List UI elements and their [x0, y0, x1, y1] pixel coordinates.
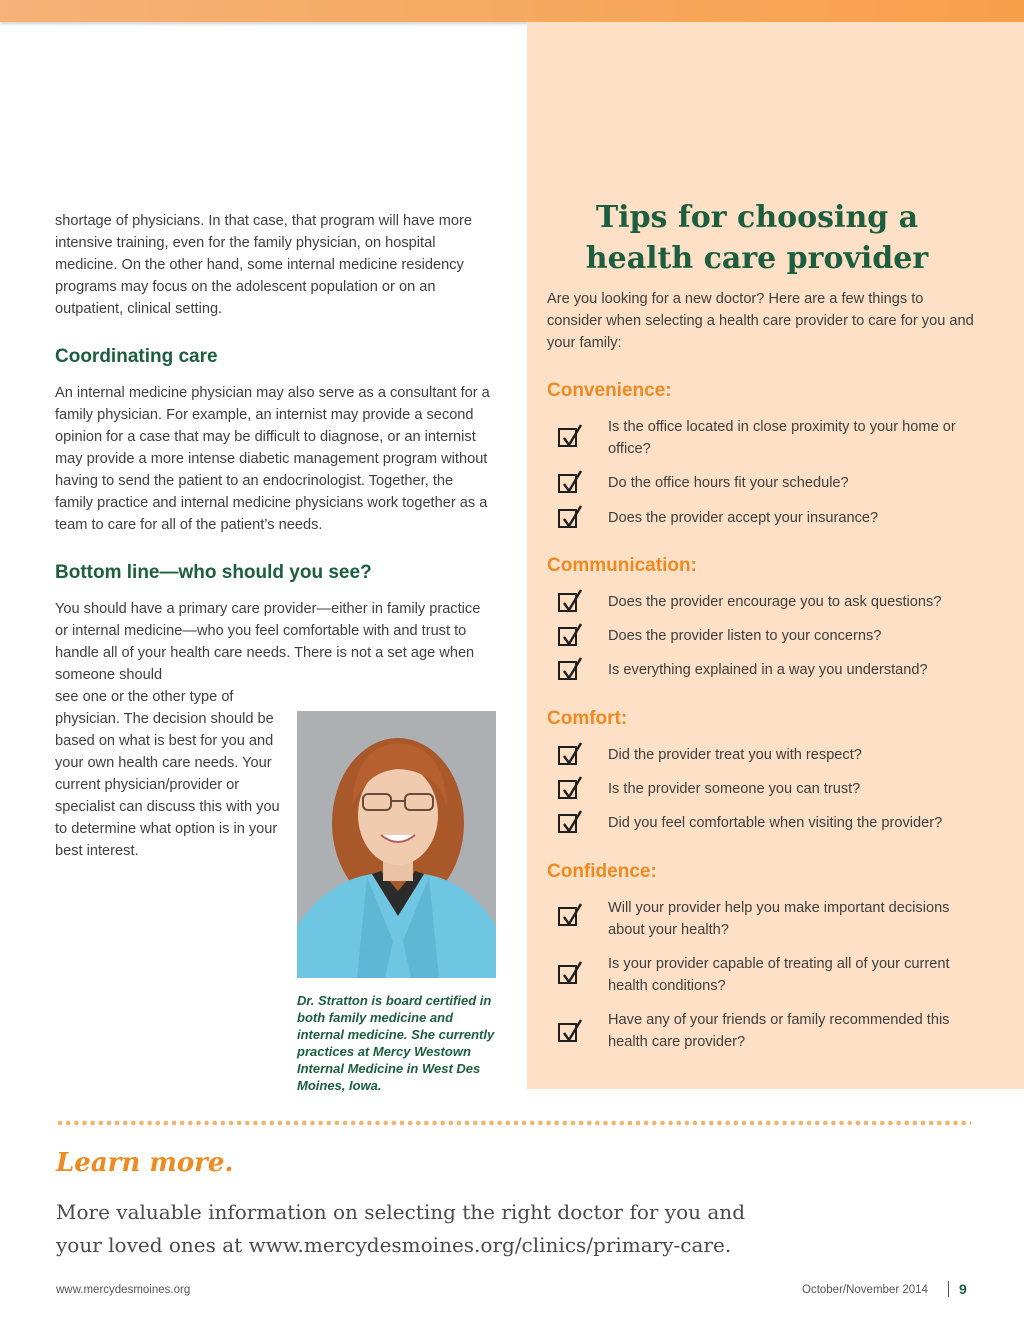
checkbox-checked-icon	[558, 593, 577, 612]
tip-text: Does the provider accept your insurance?	[608, 510, 879, 526]
footer-separator	[948, 1281, 949, 1297]
portrait-illustration	[297, 711, 496, 978]
page-number: 9	[959, 1281, 967, 1297]
checkbox-checked-icon	[558, 627, 577, 646]
checkbox-checked-icon	[558, 907, 577, 926]
coordinating-care-heading: Coordinating care	[55, 346, 218, 367]
learn-more-title: Learn more.	[56, 1148, 234, 1178]
checkbox-checked-icon	[558, 814, 577, 833]
checkbox-checked-icon	[558, 474, 577, 493]
tips-title: Tips for choosing a health care provider	[585, 200, 929, 276]
learn-more-text: More valuable information on selecting the right doctor for you and your loved ones at www.mercydesmoines.org/clinics/primary-care.	[56, 1200, 745, 1257]
comfort-heading: Comfort:	[547, 708, 628, 729]
coordinating-care-paragraph: An internal medicine physician may also serve as a consultant for a family physician. For example, an internist may provide a second opinion for a case that may be difficult to diagnose, or an internist may provide a more intense diabetic management program without having to send the patient to an endocrinologist. Together, the family practice and internal medicine physicians work together as a team to care for all of the patient’s needs.	[55, 385, 490, 533]
dotted-divider	[56, 1120, 971, 1126]
checkbox-checked-icon	[558, 509, 577, 528]
tip-text: Will your provider help you make important decisions about your health?	[608, 900, 950, 938]
checkbox-checked-icon	[558, 661, 577, 680]
tip-text: Did the provider treat you with respect?	[608, 747, 862, 763]
confidence-heading: Confidence:	[547, 861, 657, 882]
tip-text: Is everything explained in a way you understand?	[608, 662, 928, 678]
tip-text: Is your provider capable of treating all of your current health conditions?	[608, 956, 950, 994]
tip-text: Have any of your friends or family recommended this health care provider?	[608, 1012, 950, 1050]
checkbox-checked-icon	[558, 1023, 577, 1042]
top-color-bar	[0, 0, 1024, 22]
tip-text: Do the office hours fit your schedule?	[608, 475, 849, 491]
checkbox-checked-icon	[558, 428, 577, 447]
communication-heading: Communication:	[547, 555, 697, 576]
tip-text: Does the provider listen to your concerns?	[608, 628, 882, 644]
checkbox-checked-icon	[558, 965, 577, 984]
footer-website: www.mercydesmoines.org	[56, 1284, 191, 1296]
bottom-line-paragraph: You should have a primary care provider—either in family practice or internal medicine—who you feel comfortable with and trust to handle all of your health care needs. There is not a set age when someone should	[55, 601, 481, 683]
intro-paragraph: shortage of physicians. In that case, that program will have more intensive training, even for the family physician, on hospital medicine. On the other hand, some internal medicine residency programs may focus on the adolescent population or on an outpatient, clinical setting.	[55, 213, 472, 317]
tip-text: Does the provider encourage you to ask questions?	[608, 594, 942, 610]
convenience-heading: Convenience:	[547, 380, 672, 401]
footer-issue-date: October/November 2014	[802, 1284, 928, 1296]
tip-text: Is the office located in close proximity to your home or office?	[608, 419, 956, 457]
bottom-line-heading: Bottom line—who should you see?	[55, 562, 372, 583]
tip-text: Is the provider someone you can trust?	[608, 781, 861, 797]
checkbox-checked-icon	[558, 746, 577, 765]
photo-caption: Dr. Stratton is board certified in both family medicine and internal medicine. She currently practices at Mercy Westown Internal Medicine in West Des Moines, Iowa.	[297, 993, 495, 1093]
checkbox-checked-icon	[558, 780, 577, 799]
doctor-portrait-photo	[297, 711, 496, 978]
tip-text: Did you feel comfortable when visiting the provider?	[608, 815, 943, 831]
bottom-line-paragraph-continued: see one or the other type of physician. The decision should be based on what is best for you and your own health care needs. Your current physician/provider or specialist can discuss this with you to determine what option is in your best interest.	[55, 689, 280, 859]
tips-intro: Are you looking for a new doctor? Here are a few things to consider when selecting a health care provider to care for you and your family:	[547, 291, 974, 351]
